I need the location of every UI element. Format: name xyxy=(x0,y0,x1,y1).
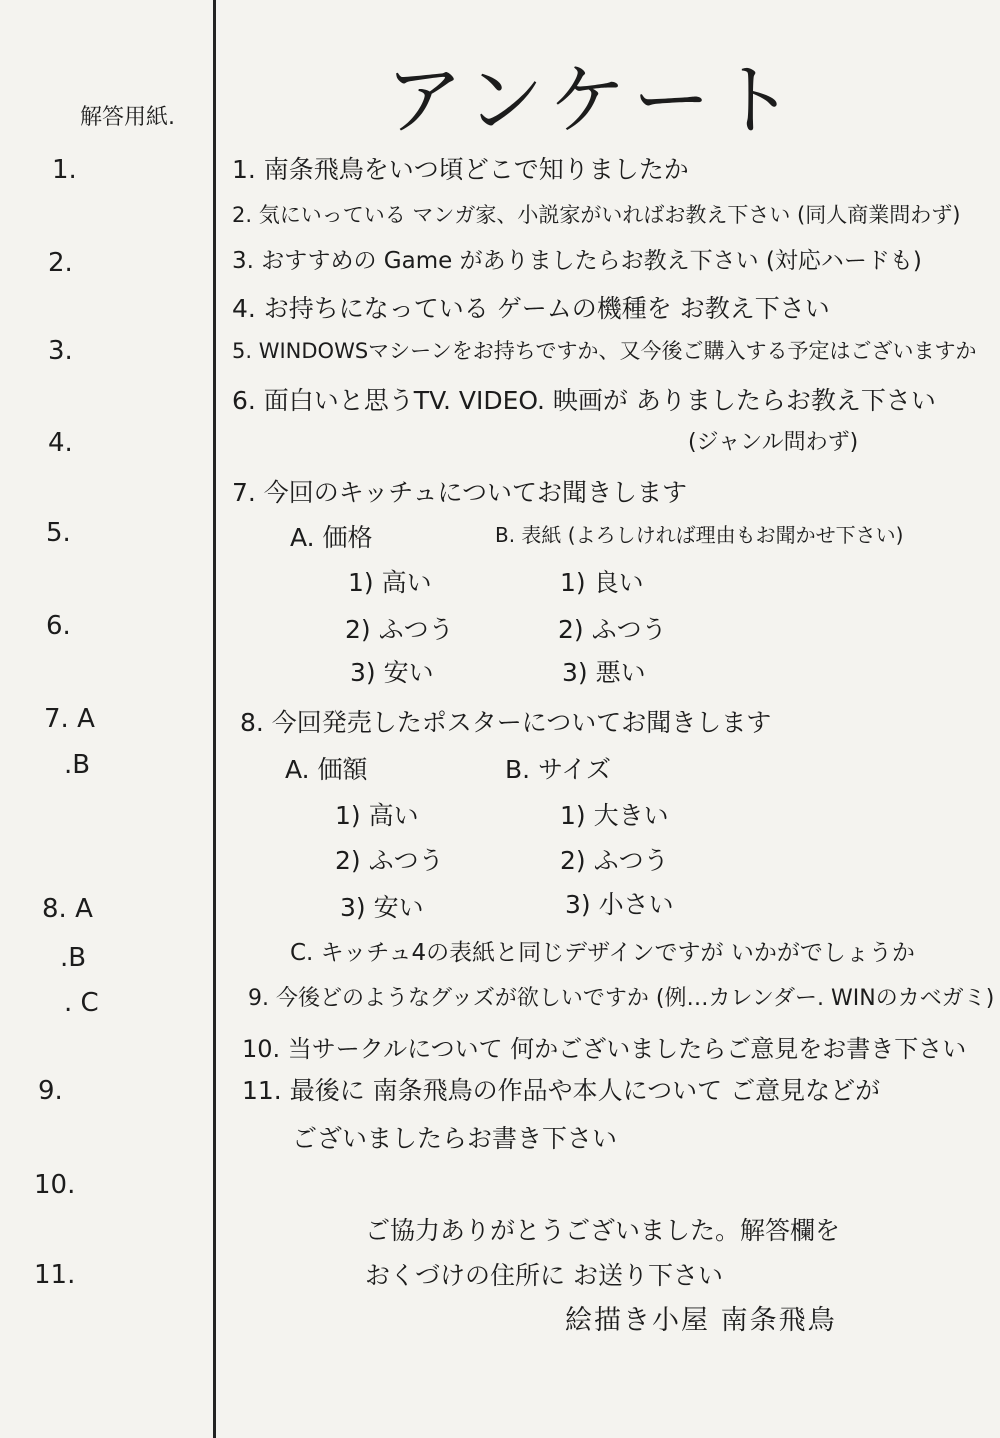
answer-number: 2. xyxy=(48,248,73,278)
q8-a-choice: 1) 高い xyxy=(335,801,419,830)
answer-number: 3. xyxy=(48,336,73,366)
q7-b-choice: 1) 良い xyxy=(560,568,644,597)
q7-a-choice: 1) 高い xyxy=(348,568,432,597)
q8-a-choice: 3) 安い xyxy=(340,893,424,922)
signature: 絵描き小屋 南条飛鳥 xyxy=(565,1305,837,1336)
question-5: 5. WINDOWSマシーンをお持ちですか、又今後ご購入する予定はございますか xyxy=(232,339,977,363)
question-4: 4. お持ちになっている ゲームの機種を お教え下さい xyxy=(232,294,830,323)
q8-a-choice: 2) ふつう xyxy=(335,846,444,875)
answer-number: 10. xyxy=(34,1170,76,1200)
question-7: 7. 今回のキッチュについてお聞きします xyxy=(232,478,688,507)
question-11-cont: ございましたらお書き下さい xyxy=(292,1124,618,1153)
answer-number: 8. A xyxy=(42,894,93,924)
answer-number: 9. xyxy=(38,1076,63,1106)
question-2: 2. 気にいっている マンガ家、小説家がいればお教え下さい (同人商業問わず) xyxy=(232,203,961,227)
q8-option-b: B. サイズ xyxy=(505,755,612,784)
q8-option-c: C. キッチュ4の表紙と同じデザインですが いかがでしょうか xyxy=(290,940,915,966)
closing-line-2: おくづけの住所に お送り下さい xyxy=(365,1261,723,1290)
q8-b-choice: 3) 小さい xyxy=(565,890,674,919)
q8-b-choice: 2) ふつう xyxy=(560,846,669,875)
question-10: 10. 当サークルについて 何かございましたらご意見をお書き下さい xyxy=(242,1035,967,1063)
answer-number: 1. xyxy=(52,155,77,185)
answer-number: 6. xyxy=(46,611,71,641)
question-1: 1. 南条飛鳥をいつ頃どこで知りましたか xyxy=(232,155,689,184)
answer-number: 5. xyxy=(46,518,71,548)
question-9: 9. 今後どのようなグッズが欲しいですか (例…カレンダー. WINのカベガミ) xyxy=(248,986,995,1011)
question-3: 3. おすすめの Game がありましたらお教え下さい (対応ハードも) xyxy=(232,248,922,274)
answer-number: . C xyxy=(64,988,99,1018)
page-title: アンケート xyxy=(385,56,801,146)
q7-b-choice: 3) 悪い xyxy=(562,658,646,687)
q8-option-a: A. 価額 xyxy=(285,755,368,784)
q7-a-choice: 3) 安い xyxy=(350,658,434,687)
question-11: 11. 最後に 南条飛鳥の作品や本人について ご意見などが xyxy=(242,1076,881,1105)
q7-a-choice: 2) ふつう xyxy=(345,615,454,644)
q7-b-choice: 2) ふつう xyxy=(558,615,667,644)
answer-number: .B xyxy=(64,750,91,780)
q7-option-b: B. 表紙 (よろしければ理由もお聞かせ下さい) xyxy=(495,523,904,547)
answer-number: 11. xyxy=(34,1260,76,1290)
q7-option-a: A. 価格 xyxy=(290,523,373,552)
column-divider xyxy=(213,0,216,1438)
question-6-note: (ジャンル問わず) xyxy=(688,430,859,455)
question-8: 8. 今回発売したポスターについてお聞きします xyxy=(240,708,772,737)
question-6: 6. 面白いと思うTV. VIDEO. 映画が ありましたらお教え下さい xyxy=(232,386,936,415)
answer-sheet-label: 解答用紙. xyxy=(80,105,175,130)
closing-line-1: ご協力ありがとうございました。解答欄を xyxy=(365,1216,841,1245)
q8-b-choice: 1) 大きい xyxy=(560,801,669,830)
answer-number: .B xyxy=(60,943,87,973)
answer-number: 4. xyxy=(48,428,73,458)
answer-number: 7. A xyxy=(44,704,95,734)
